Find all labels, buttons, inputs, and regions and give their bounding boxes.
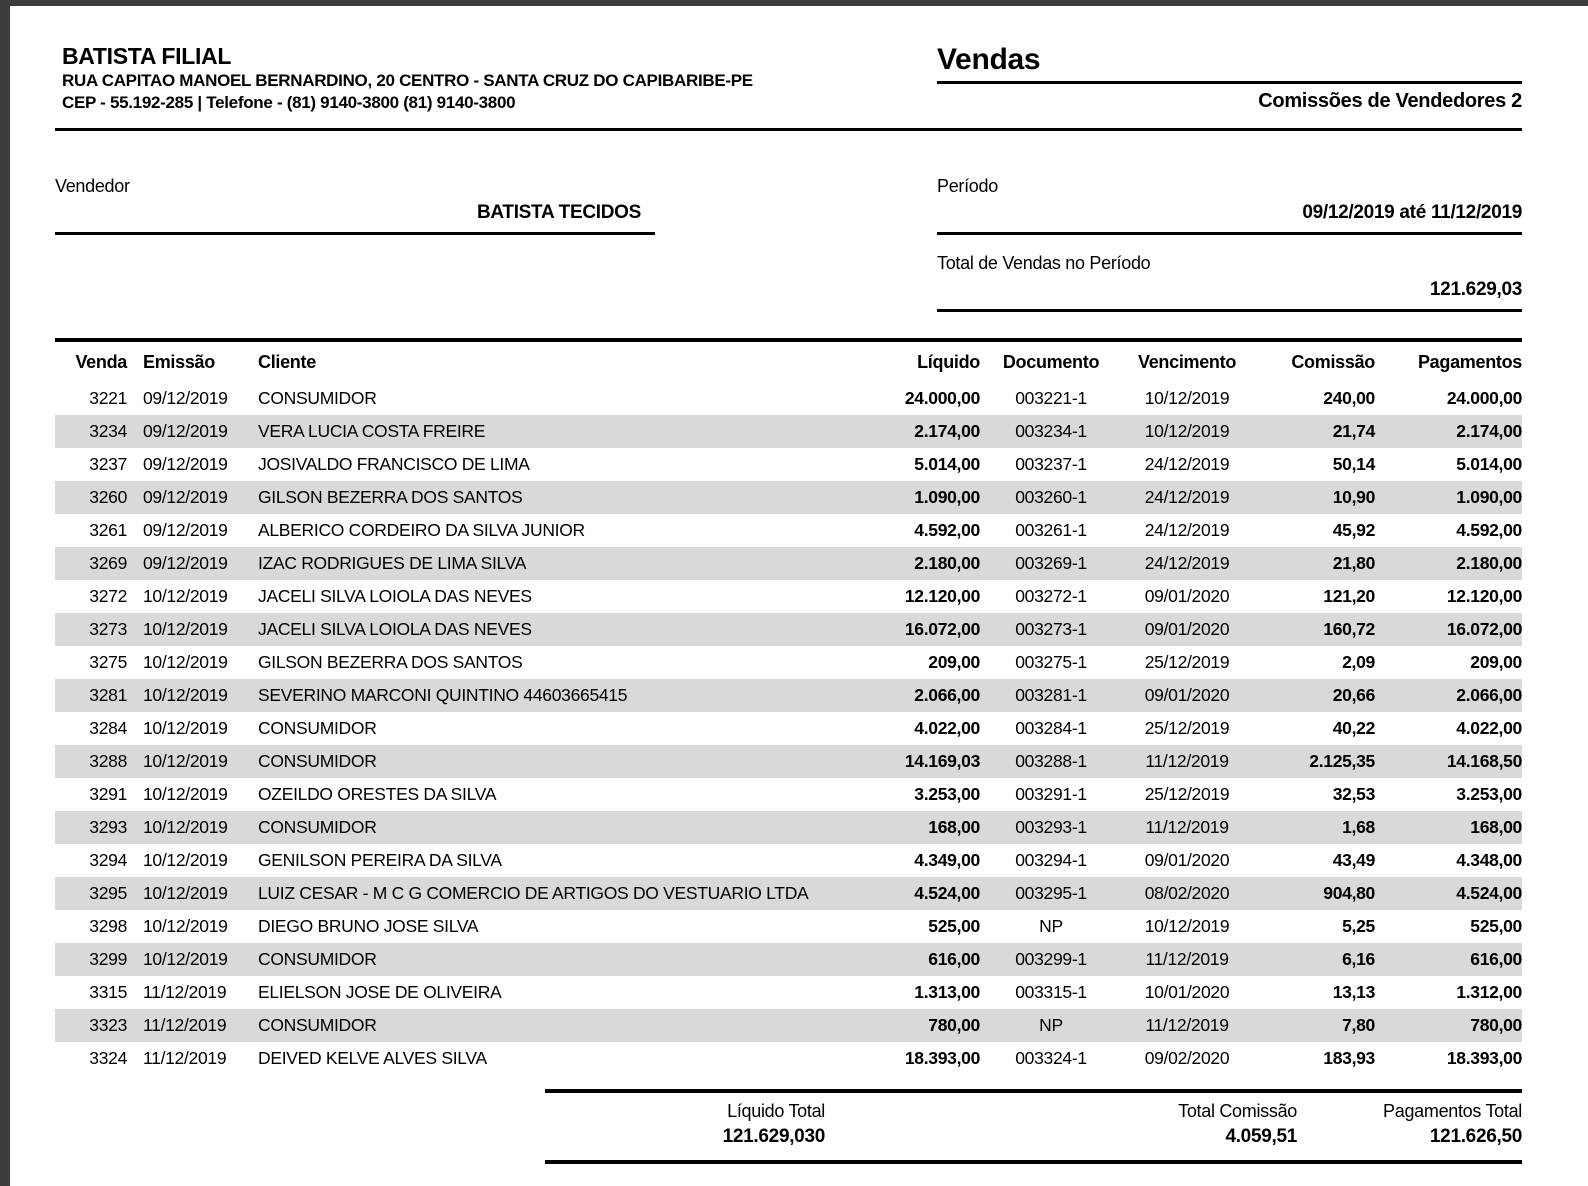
- cell-vencimento: 09/01/2020: [1144, 850, 1230, 870]
- vendedor-block: [55, 175, 655, 312]
- cell-liquido: 1.313,00: [914, 982, 980, 1002]
- pagamentos-total-block: [1297, 1100, 1522, 1149]
- report-title-block: [937, 42, 1522, 114]
- cell-vencimento: 24/12/2019: [1144, 553, 1230, 573]
- cell-pagamentos: 4.592,00: [1456, 520, 1522, 540]
- cell-vencimento: 11/12/2019: [1145, 817, 1229, 837]
- cell-venda: 3284: [89, 718, 127, 738]
- liquido-total-value: 121.629,030: [722, 1126, 825, 1147]
- cell-pagamentos: 2.066,00: [1456, 685, 1522, 705]
- cell-emissao: 10/12/2019: [143, 916, 228, 936]
- cell-vencimento: 11/12/2019: [1145, 751, 1229, 771]
- cell-emissao: 10/12/2019: [143, 751, 228, 771]
- cell-vencimento: 09/01/2020: [1144, 586, 1230, 606]
- cell-documento: 003221-1: [1015, 388, 1087, 408]
- cell-vencimento: 11/12/2019: [1145, 949, 1229, 969]
- cell-comissao: 5,25: [1342, 916, 1375, 936]
- periodo-label: Período: [937, 176, 998, 196]
- column-header-vencimento: Vencimento: [1137, 352, 1237, 372]
- table-row: [55, 382, 1522, 415]
- table-row: [55, 613, 1522, 646]
- cell-vencimento: 25/12/2019: [1144, 784, 1230, 804]
- cell-pagamentos: 24.000,00: [1446, 388, 1522, 408]
- cell-vencimento: 25/12/2019: [1144, 718, 1230, 738]
- pagamentos-total-label: Pagamentos Total: [1383, 1101, 1522, 1121]
- cell-pagamentos: 4.524,00: [1456, 883, 1522, 903]
- cell-cliente: JACELI SILVA LOIOLA DAS NEVES: [258, 586, 532, 606]
- cell-liquido: 18.393,00: [904, 1048, 980, 1068]
- header-divider: [55, 128, 1522, 131]
- cell-emissao: 10/12/2019: [143, 619, 228, 639]
- cell-documento: 003234-1: [1015, 421, 1087, 441]
- total-comissao-label: Total Comissão: [1178, 1101, 1297, 1121]
- column-header-venda: Venda: [75, 352, 127, 372]
- cell-emissao: 11/12/2019: [143, 982, 227, 1002]
- cell-documento: 003281-1: [1015, 685, 1087, 705]
- column-header-emissao: Emissão: [143, 352, 215, 372]
- cell-comissao: 7,80: [1342, 1015, 1375, 1035]
- table-row: [55, 415, 1522, 448]
- cell-pagamentos: 18.393,00: [1446, 1048, 1522, 1068]
- cell-comissao: 43,49: [1332, 850, 1375, 870]
- column-header-cliente: Cliente: [258, 352, 316, 372]
- cell-pagamentos: 12.120,00: [1446, 586, 1522, 606]
- vendedor-value: BATISTA TECIDOS: [55, 201, 655, 235]
- cell-documento: 003272-1: [1015, 586, 1087, 606]
- cell-comissao: 121,20: [1323, 586, 1375, 606]
- cell-comissao: 50,14: [1332, 454, 1375, 474]
- table-row: [55, 712, 1522, 745]
- cell-pagamentos: 1.312,00: [1456, 982, 1522, 1002]
- cell-liquido: 24.000,00: [904, 388, 980, 408]
- cell-venda: 3291: [89, 784, 127, 804]
- cell-liquido: 5.014,00: [914, 454, 980, 474]
- cell-venda: 3293: [89, 817, 127, 837]
- table-row: [55, 1042, 1522, 1075]
- cell-cliente: JACELI SILVA LOIOLA DAS NEVES: [258, 619, 532, 639]
- company-cep-phone: CEP - 55.192-285 | Telefone - (81) 9140-3800 (81) 9140-3800: [62, 93, 516, 112]
- cell-emissao: 11/12/2019: [143, 1015, 227, 1035]
- table-row: [55, 976, 1522, 1009]
- company-address: RUA CAPITAO MANOEL BERNARDINO, 20 CENTRO - SANTA CRUZ DO CAPIBARIBE-PE: [62, 71, 753, 90]
- cell-cliente: CONSUMIDOR: [258, 817, 377, 837]
- cell-documento: 003315-1: [1015, 982, 1087, 1002]
- cell-comissao: 904,80: [1323, 883, 1375, 903]
- cell-pagamentos: 525,00: [1470, 916, 1522, 936]
- cell-comissao: 40,22: [1332, 718, 1375, 738]
- cell-cliente: CONSUMIDOR: [258, 388, 377, 408]
- cell-comissao: 2.125,35: [1309, 751, 1375, 771]
- cell-comissao: 240,00: [1323, 388, 1375, 408]
- column-header-pagamentos: Pagamentos: [1417, 352, 1522, 372]
- periodo-block: [937, 175, 1522, 312]
- cell-pagamentos: 16.072,00: [1446, 619, 1522, 639]
- cell-comissao: 6,16: [1342, 949, 1375, 969]
- cell-vencimento: 10/12/2019: [1144, 421, 1230, 441]
- cell-cliente: GILSON BEZERRA DOS SANTOS: [258, 652, 523, 672]
- cell-pagamentos: 616,00: [1470, 949, 1522, 969]
- cell-documento: 003261-1: [1015, 520, 1087, 540]
- cell-vencimento: 10/12/2019: [1144, 388, 1230, 408]
- cell-liquido: 2.174,00: [914, 421, 980, 441]
- vendedor-label: Vendedor: [55, 176, 130, 196]
- window-left-edge: [0, 0, 10, 1186]
- cell-pagamentos: 4.348,00: [1456, 850, 1522, 870]
- liquido-total-label: Líquido Total: [727, 1101, 825, 1121]
- cell-liquido: 525,00: [928, 916, 980, 936]
- cell-documento: 003275-1: [1015, 652, 1087, 672]
- cell-documento: 003237-1: [1015, 454, 1087, 474]
- report-title: Vendas: [937, 42, 1522, 84]
- total-vendas-label: Total de Vendas no Período: [937, 253, 1151, 273]
- cell-liquido: 16.072,00: [904, 619, 980, 639]
- sales-table: [55, 338, 1522, 1075]
- cell-vencimento: 24/12/2019: [1144, 454, 1230, 474]
- cell-comissao: 183,93: [1323, 1048, 1375, 1068]
- cell-emissao: 11/12/2019: [143, 1048, 227, 1068]
- liquido-total-block: [545, 1100, 825, 1149]
- cell-comissao: 32,53: [1332, 784, 1375, 804]
- cell-emissao: 09/12/2019: [143, 553, 228, 573]
- cell-emissao: 10/12/2019: [143, 949, 228, 969]
- cell-emissao: 10/12/2019: [143, 652, 228, 672]
- cell-documento: 003294-1: [1015, 850, 1087, 870]
- cell-liquido: 12.120,00: [904, 586, 980, 606]
- cell-documento: 003293-1: [1015, 817, 1087, 837]
- cell-cliente: DIEGO BRUNO JOSE SILVA: [258, 916, 479, 936]
- cell-emissao: 10/12/2019: [143, 784, 228, 804]
- cell-documento: 003288-1: [1015, 751, 1087, 771]
- cell-documento: NP: [1039, 1015, 1063, 1035]
- cell-cliente: CONSUMIDOR: [258, 718, 377, 738]
- report-header: [55, 42, 1522, 114]
- cell-vencimento: 09/01/2020: [1144, 685, 1230, 705]
- cell-vencimento: 09/01/2020: [1144, 619, 1230, 639]
- cell-comissao: 21,74: [1332, 421, 1375, 441]
- cell-cliente: ELIELSON JOSE DE OLIVEIRA: [258, 982, 502, 1002]
- cell-venda: 3299: [89, 949, 127, 969]
- table-row: [55, 481, 1522, 514]
- cell-documento: 003291-1: [1015, 784, 1087, 804]
- cell-emissao: 10/12/2019: [143, 817, 228, 837]
- table-row: [55, 811, 1522, 844]
- cell-venda: 3221: [89, 388, 127, 408]
- cell-vencimento: 10/12/2019: [1144, 916, 1230, 936]
- column-header-documento: Documento: [1002, 352, 1100, 372]
- cell-cliente: IZAC RODRIGUES DE LIMA SILVA: [258, 553, 527, 573]
- cell-pagamentos: 3.253,00: [1456, 784, 1522, 804]
- table-row: [55, 679, 1522, 712]
- cell-cliente: GENILSON PEREIRA DA SILVA: [258, 850, 502, 870]
- cell-vencimento: 25/12/2019: [1144, 652, 1230, 672]
- totals-bar: [545, 1089, 1522, 1164]
- cell-liquido: 3.253,00: [914, 784, 980, 804]
- column-header-liquido: Líquido: [917, 352, 980, 372]
- cell-liquido: 14.169,03: [904, 751, 980, 771]
- cell-emissao: 10/12/2019: [143, 685, 228, 705]
- cell-documento: NP: [1039, 916, 1063, 936]
- cell-emissao: 10/12/2019: [143, 850, 228, 870]
- cell-vencimento: 09/02/2020: [1144, 1048, 1230, 1068]
- cell-cliente: OZEILDO ORESTES DA SILVA: [258, 784, 497, 804]
- cell-vencimento: 08/02/2020: [1144, 883, 1230, 903]
- table-row: [55, 646, 1522, 679]
- cell-comissao: 160,72: [1323, 619, 1375, 639]
- cell-documento: 003324-1: [1015, 1048, 1087, 1068]
- total-vendas-value: 121.629,03: [937, 278, 1522, 312]
- cell-comissao: 1,68: [1342, 817, 1375, 837]
- table-row: [55, 580, 1522, 613]
- cell-pagamentos: 14.168,50: [1446, 751, 1522, 771]
- cell-documento: 003269-1: [1015, 553, 1087, 573]
- cell-emissao: 10/12/2019: [143, 586, 228, 606]
- cell-cliente: LUIZ CESAR - M C G COMERCIO DE ARTIGOS DO VESTUARIO LTDA: [258, 883, 809, 903]
- cell-venda: 3275: [89, 652, 127, 672]
- cell-venda: 3295: [89, 883, 127, 903]
- cell-cliente: CONSUMIDOR: [258, 751, 377, 771]
- cell-venda: 3260: [89, 487, 127, 507]
- cell-comissao: 13,13: [1332, 982, 1375, 1002]
- cell-liquido: 4.349,00: [914, 850, 980, 870]
- cell-comissao: 10,90: [1332, 487, 1375, 507]
- cell-venda: 3272: [89, 586, 127, 606]
- table-row: [55, 1009, 1522, 1042]
- cell-venda: 3281: [89, 685, 127, 705]
- cell-comissao: 20,66: [1332, 685, 1375, 705]
- pagamentos-total-value: 121.626,50: [1429, 1126, 1522, 1147]
- cell-venda: 3315: [89, 982, 127, 1002]
- periodo-value: 09/12/2019 até 11/12/2019: [937, 201, 1522, 235]
- cell-cliente: CONSUMIDOR: [258, 949, 377, 969]
- table-row: [55, 943, 1522, 976]
- cell-vencimento: 24/12/2019: [1144, 520, 1230, 540]
- cell-venda: 3288: [89, 751, 127, 771]
- cell-venda: 3273: [89, 619, 127, 639]
- table-row: [55, 547, 1522, 580]
- table-row: [55, 778, 1522, 811]
- cell-venda: 3323: [89, 1015, 127, 1035]
- report-page: [10, 6, 1588, 1186]
- cell-pagamentos: 1.090,00: [1456, 487, 1522, 507]
- cell-pagamentos: 2.174,00: [1456, 421, 1522, 441]
- cell-venda: 3294: [89, 850, 127, 870]
- cell-liquido: 1.090,00: [914, 487, 980, 507]
- total-comissao-value: 4.059,51: [1225, 1126, 1297, 1147]
- cell-pagamentos: 2.180,00: [1456, 553, 1522, 573]
- cell-liquido: 2.066,00: [914, 685, 980, 705]
- table-row: [55, 514, 1522, 547]
- cell-pagamentos: 5.014,00: [1456, 454, 1522, 474]
- cell-venda: 3324: [89, 1048, 127, 1068]
- cell-liquido: 209,00: [928, 652, 980, 672]
- cell-emissao: 09/12/2019: [143, 388, 228, 408]
- cell-venda: 3261: [89, 520, 127, 540]
- cell-cliente: JOSIVALDO FRANCISCO DE LIMA: [258, 454, 530, 474]
- cell-vencimento: 11/12/2019: [1145, 1015, 1229, 1035]
- cell-liquido: 780,00: [928, 1015, 980, 1035]
- cell-liquido: 616,00: [928, 949, 980, 969]
- cell-comissao: 21,80: [1332, 553, 1375, 573]
- company-name: BATISTA FILIAL: [62, 43, 232, 69]
- table-row: [55, 910, 1522, 943]
- cell-cliente: DEIVED KELVE ALVES SILVA: [258, 1048, 487, 1068]
- table-row: [55, 844, 1522, 877]
- cell-documento: 003295-1: [1015, 883, 1087, 903]
- cell-emissao: 09/12/2019: [143, 520, 228, 540]
- cell-vencimento: 24/12/2019: [1144, 487, 1230, 507]
- cell-cliente: CONSUMIDOR: [258, 1015, 377, 1035]
- cell-documento: 003299-1: [1015, 949, 1087, 969]
- cell-liquido: 4.592,00: [914, 520, 980, 540]
- cell-cliente: ALBERICO CORDEIRO DA SILVA JUNIOR: [258, 520, 585, 540]
- column-header-comissao: Comissão: [1291, 352, 1375, 372]
- cell-comissao: 45,92: [1332, 520, 1375, 540]
- cell-cliente: GILSON BEZERRA DOS SANTOS: [258, 487, 523, 507]
- cell-liquido: 2.180,00: [914, 553, 980, 573]
- cell-documento: 003260-1: [1015, 487, 1087, 507]
- total-comissao-block: [825, 1100, 1297, 1149]
- table-row: [55, 745, 1522, 778]
- cell-venda: 3234: [89, 421, 127, 441]
- cell-vencimento: 10/01/2020: [1144, 982, 1230, 1002]
- table-header-row: [55, 340, 1522, 382]
- cell-documento: 003273-1: [1015, 619, 1087, 639]
- cell-emissao: 10/12/2019: [143, 718, 228, 738]
- cell-emissao: 09/12/2019: [143, 421, 228, 441]
- cell-emissao: 10/12/2019: [143, 883, 228, 903]
- cell-liquido: 168,00: [928, 817, 980, 837]
- cell-cliente: VERA LUCIA COSTA FREIRE: [258, 421, 486, 441]
- cell-venda: 3237: [89, 454, 127, 474]
- cell-documento: 003284-1: [1015, 718, 1087, 738]
- cell-comissao: 2,09: [1342, 652, 1375, 672]
- report-subtitle: Comissões de Vendedores 2: [1258, 90, 1522, 112]
- cell-liquido: 4.022,00: [914, 718, 980, 738]
- cell-pagamentos: 168,00: [1470, 817, 1522, 837]
- table-body: [55, 382, 1522, 1075]
- cell-cliente: SEVERINO MARCONI QUINTINO 44603665415: [258, 685, 628, 705]
- table-row: [55, 877, 1522, 910]
- cell-venda: 3269: [89, 553, 127, 573]
- cell-venda: 3298: [89, 916, 127, 936]
- filter-section: [55, 175, 1522, 312]
- cell-emissao: 09/12/2019: [143, 454, 228, 474]
- company-block: [62, 42, 753, 114]
- cell-liquido: 4.524,00: [914, 883, 980, 903]
- cell-pagamentos: 4.022,00: [1456, 718, 1522, 738]
- cell-pagamentos: 780,00: [1470, 1015, 1522, 1035]
- cell-emissao: 09/12/2019: [143, 487, 228, 507]
- cell-pagamentos: 209,00: [1470, 652, 1522, 672]
- table-row: [55, 448, 1522, 481]
